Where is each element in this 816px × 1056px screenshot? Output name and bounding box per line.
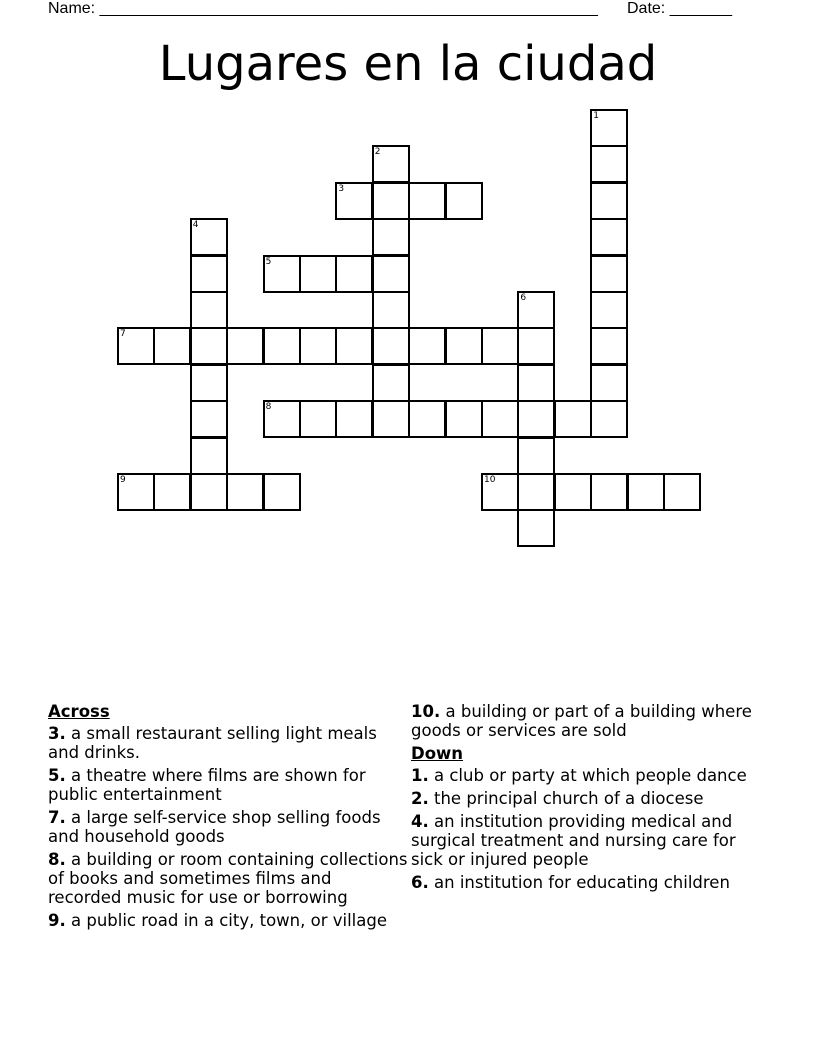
grid-cell[interactable] (445, 327, 483, 365)
cell-number: 1 (593, 111, 599, 121)
clue-number: 2. (411, 789, 429, 808)
grid-cell[interactable] (335, 327, 373, 365)
grid-cell[interactable] (190, 437, 228, 475)
grid-cell[interactable] (117, 327, 155, 365)
grid-cell[interactable] (590, 400, 628, 438)
grid-cell[interactable] (372, 255, 410, 293)
clue-across-8 (48, 850, 410, 907)
grid-cell[interactable] (590, 291, 628, 329)
grid-cell[interactable] (190, 255, 228, 293)
cell-number: 8 (265, 402, 272, 413)
grid-cell[interactable] (590, 364, 628, 402)
clue-text: a large self-service shop selling foods and household goods (48, 808, 381, 846)
grid-cell[interactable] (372, 327, 410, 365)
grid-cell[interactable] (372, 182, 410, 220)
name-field-label[interactable]: Name: ________________________________________________________ (48, 0, 598, 17)
across-heading: Across (48, 702, 110, 721)
page-title: Lugares en la ciudad (158, 36, 658, 92)
grid-cell[interactable] (481, 473, 519, 511)
grid-cell[interactable] (590, 218, 628, 256)
clue-text: a small restaurant selling light meals and drinks. (48, 724, 377, 762)
cell-number: 3 (338, 183, 345, 194)
down-heading: Down (411, 744, 464, 763)
clue-number: 1. (411, 766, 429, 785)
grid-cell[interactable] (372, 145, 410, 183)
grid-cell[interactable] (190, 400, 228, 438)
grid-cell[interactable] (517, 437, 555, 475)
clues-right-column (411, 702, 771, 896)
clue-number: 8. (48, 850, 66, 869)
clue-down-2 (411, 789, 771, 808)
clue-text: a building or room containing collections of books and sometimes films and recorded music for use or borrowing (48, 850, 408, 907)
grid-cell[interactable] (372, 218, 410, 256)
grid-cell[interactable] (590, 145, 628, 183)
grid-cell[interactable] (117, 473, 155, 511)
grid-cell[interactable] (627, 473, 665, 511)
cell-number: 2 (374, 147, 381, 158)
grid-cell[interactable] (263, 400, 301, 438)
clue-text: an institution providing medical and surgical treatment and nursing care for sick or injured people (411, 812, 736, 869)
clue-across-5 (48, 766, 410, 804)
grid-cell[interactable] (190, 291, 228, 329)
cell-number: 5 (265, 256, 272, 267)
grid-cell[interactable] (263, 473, 301, 511)
grid-cell[interactable] (190, 473, 228, 511)
clue-number: 5. (48, 766, 66, 785)
grid-cell[interactable] (517, 473, 555, 511)
grid-cell[interactable] (299, 400, 337, 438)
grid-cell[interactable] (335, 255, 373, 293)
clue-across-7 (48, 808, 410, 846)
grid-cell[interactable] (226, 327, 264, 365)
grid-cell[interactable] (590, 473, 628, 511)
clue-text: the principal church of a diocese (434, 789, 704, 808)
grid-cell[interactable] (590, 182, 628, 220)
grid-cell[interactable] (190, 364, 228, 402)
grid-cell[interactable] (445, 182, 483, 220)
clue-number: 4. (411, 812, 429, 831)
cell-number: 7 (120, 329, 126, 340)
grid-cell[interactable] (590, 255, 628, 293)
clue-down-1 (411, 766, 771, 785)
clues-left-column (48, 702, 410, 934)
grid-cell[interactable] (408, 182, 446, 220)
clue-down-4 (411, 812, 771, 869)
grid-cell[interactable] (517, 364, 555, 402)
grid-cell[interactable] (263, 327, 301, 365)
clue-across-10 (411, 702, 771, 740)
grid-cell[interactable] (190, 218, 228, 256)
clue-text: a club or party at which people dance (434, 766, 747, 785)
grid-cell[interactable] (263, 255, 301, 293)
cell-number: 9 (120, 475, 126, 485)
clue-number: 7. (48, 808, 66, 827)
grid-cell[interactable] (517, 327, 555, 365)
clue-down-6 (411, 873, 771, 892)
grid-cell[interactable] (445, 400, 483, 438)
grid-cell[interactable] (299, 327, 337, 365)
clue-text: a theatre where films are shown for public entertainment (48, 766, 366, 804)
clue-text: an institution for educating children (434, 873, 730, 892)
grid-cell[interactable] (590, 327, 628, 365)
clue-number: 10. (411, 702, 441, 721)
grid-cell[interactable] (335, 182, 373, 220)
grid-cell[interactable] (190, 327, 228, 365)
grid-cell[interactable] (372, 291, 410, 329)
grid-cell[interactable] (335, 400, 373, 438)
grid-cell[interactable] (481, 327, 519, 365)
grid-cell[interactable] (408, 327, 446, 365)
grid-cell[interactable] (153, 473, 191, 511)
date-field-label[interactable]: Date: _______ (627, 0, 732, 17)
grid-cell[interactable] (372, 364, 410, 402)
grid-cell[interactable] (372, 400, 410, 438)
grid-cell[interactable] (590, 109, 628, 147)
clue-across-3 (48, 724, 410, 762)
cell-number: 4 (192, 220, 199, 231)
grid-cell[interactable] (481, 400, 519, 438)
cell-number: 10 (484, 475, 496, 485)
clue-text: a building or part of a building where goods or services are sold (411, 702, 752, 740)
grid-cell[interactable] (554, 473, 592, 511)
grid-cell[interactable] (517, 400, 555, 438)
clue-number: 3. (48, 724, 66, 743)
grid-cell[interactable] (663, 473, 701, 511)
clue-text: a public road in a city, town, or village (71, 911, 387, 930)
cell-number: 6 (520, 293, 527, 303)
grid-cell[interactable] (554, 400, 592, 438)
grid-cell[interactable] (408, 400, 446, 438)
grid-cell[interactable] (299, 255, 337, 293)
clue-number: 9. (48, 911, 66, 930)
grid-cell[interactable] (226, 473, 264, 511)
grid-cell[interactable] (517, 291, 555, 329)
grid-cell[interactable] (153, 327, 191, 365)
grid-cell[interactable] (517, 509, 555, 547)
clue-across-9 (48, 911, 410, 930)
clue-number: 6. (411, 873, 429, 892)
